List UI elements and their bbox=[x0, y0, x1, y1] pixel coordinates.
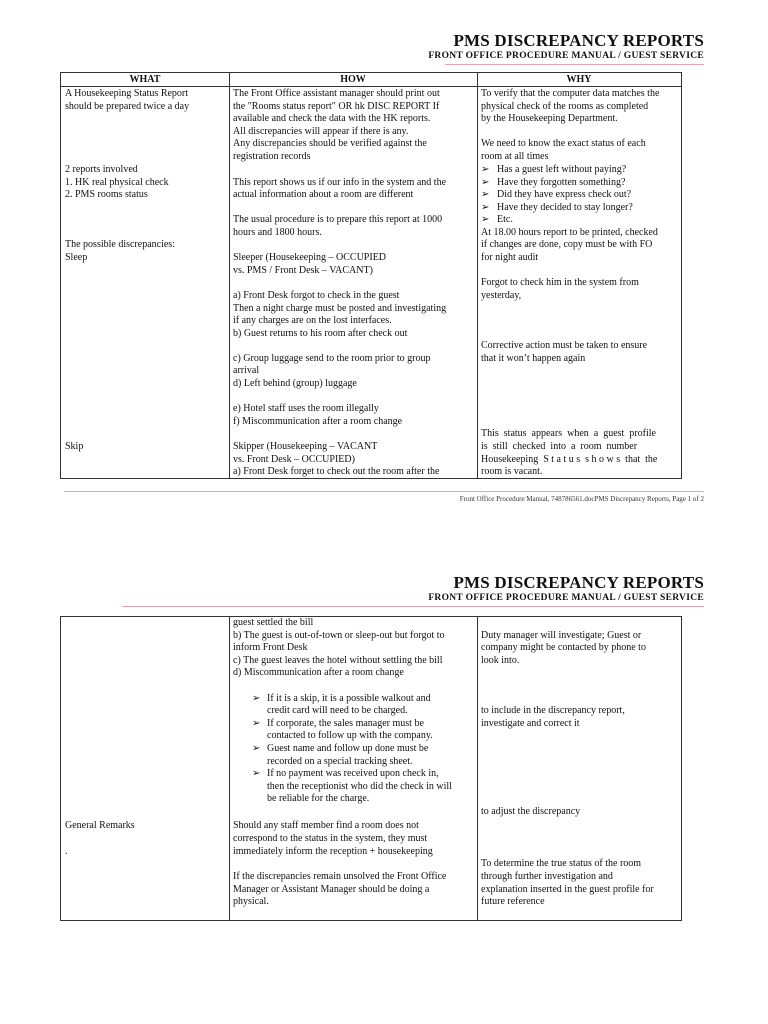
why-cell-text: by the Housekeeping Department. bbox=[481, 113, 618, 124]
how-cell-text: d) Left behind (group) luggage bbox=[233, 378, 357, 389]
how-cell-text: then the receptionist who did the check in will bbox=[267, 781, 452, 792]
what-cell-text: General Remarks bbox=[65, 820, 135, 831]
page-footer: Front Office Procedure Manual, 748786561.docPMS Discrepancy Reports, Page 1 of 2 bbox=[459, 495, 704, 503]
how-cell-text: vs. Front Desk – OCCUPIED) bbox=[233, 454, 355, 465]
column-header-why: WHY bbox=[477, 73, 681, 87]
how-cell-text: vs. PMS / Front Desk – VACANT) bbox=[233, 265, 373, 276]
why-cell-text: room is vacant. bbox=[481, 466, 543, 477]
why-cell-text: look into. bbox=[481, 655, 520, 666]
why-cell-text: if changes are done, copy must be with FO bbox=[481, 239, 653, 250]
how-cell-text: inform Front Desk bbox=[233, 642, 308, 653]
arrow-bullet-icon: ➢ bbox=[252, 693, 261, 704]
what-cell-text: . bbox=[65, 846, 68, 857]
how-cell-text: recorded on a special tracking sheet. bbox=[267, 756, 413, 767]
how-cell-text: This report shows us if our info in the system and the bbox=[233, 177, 447, 188]
how-cell-text: hours and 1800 hours. bbox=[233, 227, 322, 238]
arrow-bullet-icon: ➢ bbox=[481, 202, 490, 213]
why-cell-text: is still checked into a room number bbox=[481, 441, 638, 452]
arrow-bullet-icon: ➢ bbox=[252, 743, 261, 754]
how-cell-text: correspond to the status in the system, they must bbox=[233, 833, 428, 844]
how-cell-text: Should any staff member find a room does not bbox=[233, 820, 419, 831]
how-cell-text: a) Front Desk forget to check out the room after the bbox=[233, 466, 440, 477]
how-cell-text: be reliable for the charge. bbox=[267, 793, 370, 804]
arrow-bullet-icon: ➢ bbox=[252, 768, 261, 779]
page-title: PMS DISCREPANCY REPORTS bbox=[453, 31, 704, 50]
how-cell-text: contacted to follow up with the company. bbox=[267, 730, 433, 741]
how-cell-text: credit card will need to be charged. bbox=[267, 705, 408, 716]
why-cell-text: This status appears when a guest profile bbox=[481, 428, 656, 439]
what-cell-text: Sleep bbox=[65, 252, 88, 263]
how-cell-text: registration records bbox=[233, 151, 311, 162]
why-cell-text: Etc. bbox=[497, 214, 513, 225]
why-cell-text: explanation inserted in the guest profile for bbox=[481, 884, 654, 895]
why-cell-text: Has a guest left without paying? bbox=[497, 164, 627, 175]
how-cell-text: f) Miscommunication after a room change bbox=[233, 416, 403, 427]
column-divider bbox=[477, 617, 478, 920]
how-cell-text: The Front Office assistant manager should print out bbox=[233, 88, 440, 99]
what-cell-text: Skip bbox=[65, 441, 84, 452]
what-cell-text: 1. HK real physical check bbox=[65, 177, 169, 188]
how-cell-text: c) The guest leaves the hotel without settling the bill bbox=[233, 655, 443, 666]
why-cell-text: yesterday, bbox=[481, 290, 522, 301]
page-subtitle: FRONT OFFICE PROCEDURE MANUAL / GUEST SERVICE bbox=[428, 51, 704, 61]
how-cell-text: c) Group luggage send to the room prior to group bbox=[233, 353, 431, 364]
how-cell-text: If the discrepancies remain unsolved the Front Office bbox=[233, 871, 447, 882]
what-cell-text: 2. PMS rooms status bbox=[65, 189, 148, 200]
how-cell-text: Then a night charge must be posted and investigating bbox=[233, 303, 447, 314]
why-cell-text: Forgot to check him in the system from bbox=[481, 277, 639, 288]
what-cell-text: The possible discrepancies: bbox=[65, 239, 175, 250]
why-cell-text: to include in the discrepancy report, bbox=[481, 705, 625, 716]
how-cell-text: If corporate, the sales manager must be bbox=[267, 718, 424, 729]
arrow-bullet-icon: ➢ bbox=[481, 177, 490, 188]
why-cell-text: investigate and correct it bbox=[481, 718, 580, 729]
how-cell-text: e) Hotel staff uses the room illegally bbox=[233, 403, 379, 414]
column-header-how: HOW bbox=[229, 73, 477, 87]
how-cell-text: If it is a skip, it is a possible walkout and bbox=[267, 693, 431, 704]
how-cell-text: Skipper (Housekeeping – VACANT bbox=[233, 441, 378, 452]
arrow-bullet-icon: ➢ bbox=[252, 718, 261, 729]
why-cell-text: for night audit bbox=[481, 252, 539, 263]
why-cell-text: To determine the true status of the room bbox=[481, 858, 642, 869]
how-cell-text: All discrepancies will appear if there is any. bbox=[233, 126, 409, 137]
how-cell-text: Manager or Assistant Manager should be doing a bbox=[233, 884, 430, 895]
header-rule bbox=[122, 606, 704, 607]
why-cell-text: To verify that the computer data matches the bbox=[481, 88, 660, 99]
how-cell-text: b) The guest is out-of-town or sleep-out but forgot to bbox=[233, 630, 445, 641]
how-cell-text: actual information about a room are different bbox=[233, 189, 414, 200]
what-cell-text: 2 reports involved bbox=[65, 164, 138, 175]
why-cell-text: Housekeeping S t a t u s s h o w s that the bbox=[481, 454, 658, 465]
procedure-table bbox=[60, 616, 682, 921]
what-cell-text: should be prepared twice a day bbox=[65, 101, 190, 112]
why-cell-text: At 18.00 hours report to be printed, checked bbox=[481, 227, 658, 238]
how-cell-text: immediately inform the reception + housekeeping bbox=[233, 846, 433, 857]
how-cell-text: the "Rooms status report" OR hk DISC REPORT If bbox=[233, 101, 440, 112]
why-cell-text: through further investigation and bbox=[481, 871, 613, 882]
arrow-bullet-icon: ➢ bbox=[481, 214, 490, 225]
how-cell-text: physical. bbox=[233, 896, 269, 907]
page-subtitle: FRONT OFFICE PROCEDURE MANUAL / GUEST SERVICE bbox=[428, 593, 704, 603]
how-cell-text: available and check the data with the HK reports. bbox=[233, 113, 431, 124]
how-cell-text: if any charges are on the lost interfaces. bbox=[233, 315, 392, 326]
page-title: PMS DISCREPANCY REPORTS bbox=[453, 573, 704, 592]
why-cell-text: physical check of the rooms as completed bbox=[481, 101, 649, 112]
how-cell-text: Guest name and follow up done must be bbox=[267, 743, 429, 754]
why-cell-text: company might be contacted by phone to bbox=[481, 642, 646, 653]
why-cell-text: to adjust the discrepancy bbox=[481, 806, 581, 817]
column-header-what: WHAT bbox=[61, 73, 229, 87]
how-cell-text: guest settled the bill bbox=[233, 617, 314, 628]
why-cell-text: room at all times bbox=[481, 151, 549, 162]
column-divider bbox=[229, 617, 230, 920]
why-cell-text: Corrective action must be taken to ensure bbox=[481, 340, 648, 351]
why-cell-text: that it won’t happen again bbox=[481, 353, 586, 364]
arrow-bullet-icon: ➢ bbox=[481, 164, 490, 175]
why-cell-text: Have they forgotten something? bbox=[497, 177, 626, 188]
how-cell-text: d) Miscommunication after a room change bbox=[233, 667, 404, 678]
why-cell-text: We need to know the exact status of each bbox=[481, 138, 646, 149]
how-cell-text: a) Front Desk forgot to check in the guest bbox=[233, 290, 400, 301]
why-cell-text: Did they have express check out? bbox=[497, 189, 632, 200]
why-cell-text: Duty manager will investigate; Guest or bbox=[481, 630, 642, 641]
arrow-bullet-icon: ➢ bbox=[481, 189, 490, 200]
how-cell-text: Any discrepancies should be verified against the bbox=[233, 138, 427, 149]
how-cell-text: Sleeper (Housekeeping – OCCUPIED bbox=[233, 252, 387, 263]
what-cell-text: A Housekeeping Status Report bbox=[65, 88, 189, 99]
how-cell-text: If no payment was received upon check in, bbox=[267, 768, 439, 779]
how-cell-text: b) Guest returns to his room after check out bbox=[233, 328, 408, 339]
how-cell-text: The usual procedure is to prepare this report at 1000 bbox=[233, 214, 443, 225]
how-cell-text: arrival bbox=[233, 365, 260, 376]
why-cell-text: Have they decided to stay longer? bbox=[497, 202, 633, 213]
why-cell-text: future reference bbox=[481, 896, 545, 907]
